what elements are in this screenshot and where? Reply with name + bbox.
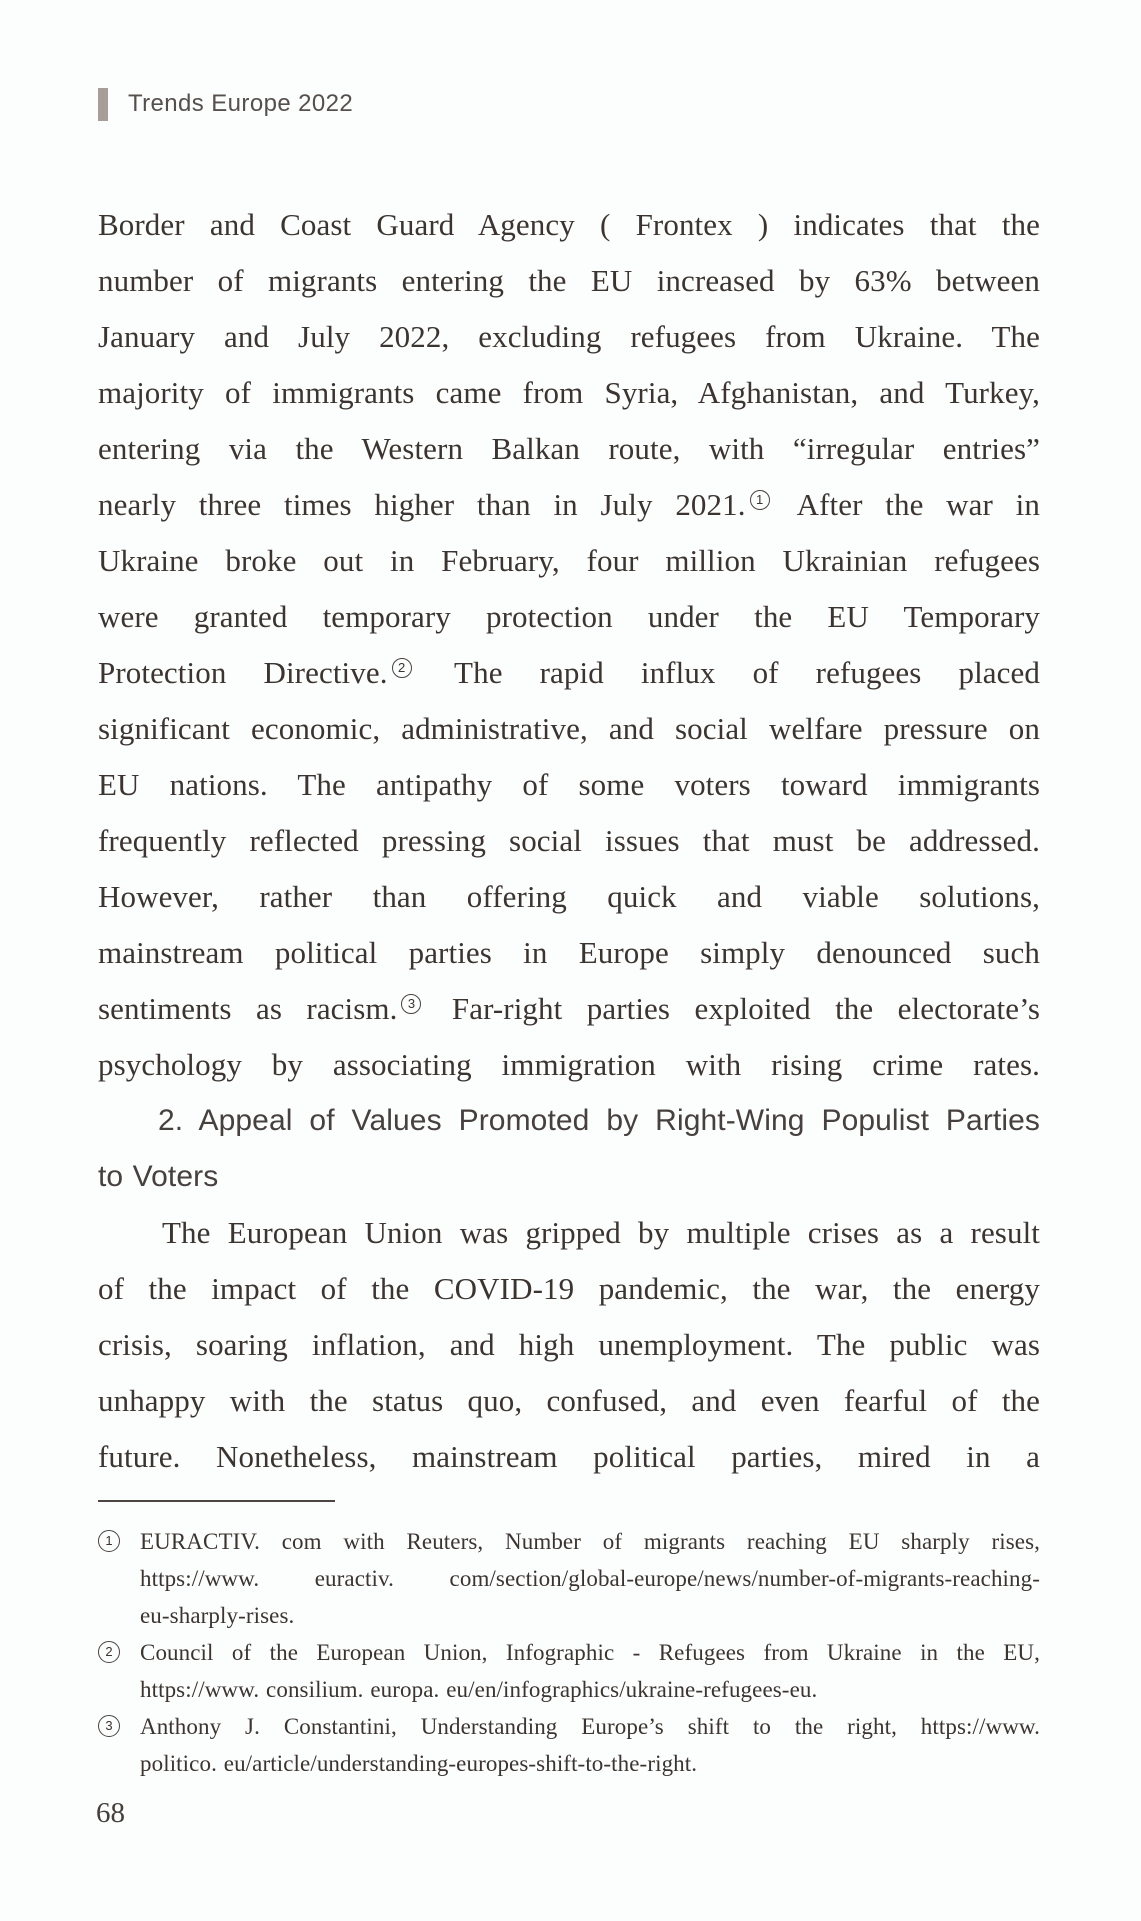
footnote-text xyxy=(140,1523,1040,1634)
page-number: 68 xyxy=(96,1797,125,1829)
text-line: crisis, soaring inflation, and high unemployment. The public was xyxy=(98,1327,1040,1362)
text-line: Council of the European Union, Infographic - Refugees from Ukraine in the EU, xyxy=(140,1640,1040,1665)
paragraph-1 xyxy=(98,197,1040,1093)
text-line: Protection Directive. 2 The rapid influx of refugees placed xyxy=(98,655,1040,690)
running-header-title: Trends Europe 2022 xyxy=(128,90,354,117)
text-line: mainstream political parties in Europe simply denounced such xyxy=(98,935,1040,970)
text-line: nearly three times higher than in July 2021. 1 After the war in xyxy=(98,487,1040,522)
text-line: Border and Coast Guard Agency ( Frontex ) indicates that the xyxy=(98,207,1040,242)
text-line: psychology by associating immigration with rising crime rates. xyxy=(98,1047,1040,1082)
text-line: The European Union was gripped by multiple crises as a result xyxy=(162,1215,1040,1250)
footnote-ref-2-icon: 2 xyxy=(392,658,412,678)
text-line: unhappy with the status quo, confused, and even fearful of the xyxy=(98,1383,1040,1418)
text-line: Anthony J. Constantini, Understanding Europe’s shift to the right, https://www. xyxy=(140,1714,1040,1739)
text-line: https://www. euractiv. com/section/global-europe/news/number-of-migrants-reaching- xyxy=(140,1566,1040,1591)
text-line: EU nations. The antipathy of some voters toward immigrants xyxy=(98,767,1040,802)
text-line: number of migrants entering the EU increased by 63% between xyxy=(98,263,1040,298)
text-line: https://www. consilium. europa. eu/en/infographics/ukraine-refugees-eu. xyxy=(140,1677,818,1702)
footnote xyxy=(98,1708,1040,1782)
text-line: January and July 2022, excluding refugees from Ukraine. The xyxy=(98,319,1040,354)
text-line: were granted temporary protection under the EU Temporary xyxy=(98,599,1040,634)
footnote-marker-icon: 2 xyxy=(98,1641,120,1663)
section-heading xyxy=(98,1093,1040,1205)
footnotes xyxy=(98,1523,1040,1782)
footnote xyxy=(98,1523,1040,1634)
footnote-text xyxy=(140,1634,1040,1708)
header-accent-bar-icon xyxy=(98,88,108,121)
text-line: sentiments as racism. 3 Far-right parties exploited the electorate’s xyxy=(98,991,1040,1026)
text-line: frequently reflected pressing social issues that must be addressed. xyxy=(98,823,1040,858)
footnote-separator xyxy=(98,1500,335,1502)
text-line: future. Nonetheless, mainstream political parties, mired in a xyxy=(98,1439,1040,1474)
footnote xyxy=(98,1634,1040,1708)
text-line: However, rather than offering quick and viable solutions, xyxy=(98,879,1040,914)
text-line: to Voters xyxy=(98,1160,219,1193)
footnote-ref-1-icon: 1 xyxy=(750,490,770,510)
text-line: politico. eu/article/understanding-europes-shift-to-the-right. xyxy=(140,1751,698,1776)
text-line: entering via the Western Balkan route, with “irregular entries” xyxy=(98,431,1040,466)
footnote-ref-3-icon: 3 xyxy=(401,994,421,1014)
footnote-text xyxy=(140,1708,1040,1782)
footnote-marker-icon: 1 xyxy=(98,1530,120,1552)
text-line: significant economic, administrative, and social welfare pressure on xyxy=(98,711,1040,746)
text-line: of the impact of the COVID-19 pandemic, the war, the energy xyxy=(98,1271,1040,1306)
footnote-marker-icon: 3 xyxy=(98,1715,120,1737)
text-line: majority of immigrants came from Syria, Afghanistan, and Turkey, xyxy=(98,375,1040,410)
paragraph-2 xyxy=(98,1205,1040,1485)
text-line: EURACTIV. com with Reuters, Number of migrants reaching EU sharply rises, xyxy=(140,1529,1040,1554)
text-line: Ukraine broke out in February, four million Ukrainian refugees xyxy=(98,543,1040,578)
text-line: eu-sharply-rises. xyxy=(140,1603,295,1628)
text-line: 2. Appeal of Values Promoted by Right-Wing Populist Parties xyxy=(158,1104,1040,1137)
